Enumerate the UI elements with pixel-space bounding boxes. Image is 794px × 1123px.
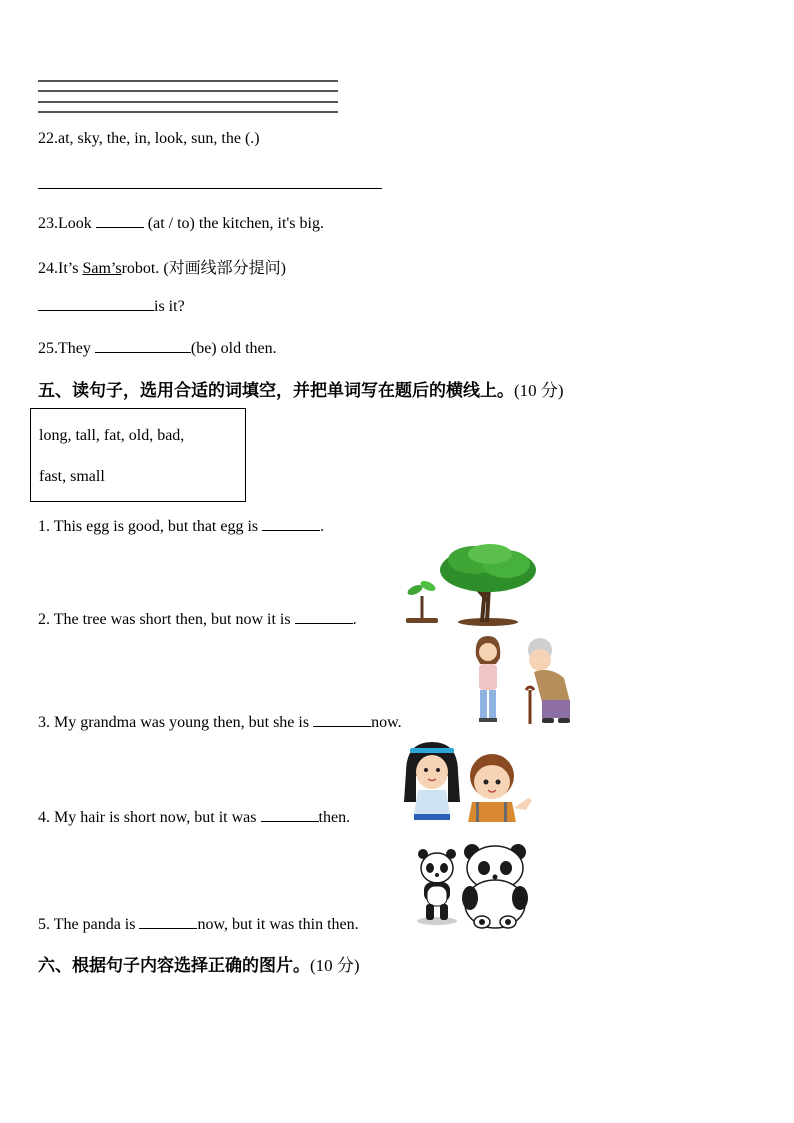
fill-blank[interactable]	[38, 296, 154, 311]
q22-answer-line[interactable]	[38, 188, 382, 189]
young-woman-illustration	[468, 634, 508, 724]
item-text: 4. My hair is short now, but it was	[38, 809, 257, 826]
section-title: 六、根据句子内容选择正确的图片。	[38, 956, 310, 976]
answer-line-4	[38, 111, 338, 113]
question-text: (at / to) the kitchen, it's big.	[147, 215, 324, 232]
question-23	[38, 213, 324, 233]
item-text: .	[352, 611, 357, 628]
section-6-heading	[38, 951, 360, 976]
fat-panda-illustration	[460, 842, 530, 930]
question-text: Look	[58, 215, 92, 232]
item-2	[38, 609, 357, 629]
grandma-illustration	[512, 636, 578, 726]
question-text: It’s	[58, 260, 79, 277]
question-number: 22.	[38, 130, 58, 147]
question-text: at, sky, the, in, look, sun, the (.)	[58, 130, 260, 147]
fill-blank[interactable]	[95, 338, 191, 353]
question-25	[38, 338, 277, 358]
answer-line-2	[38, 90, 338, 92]
item-5	[38, 914, 359, 934]
section-5-heading	[38, 376, 564, 401]
question-24	[38, 255, 286, 278]
fill-blank[interactable]	[261, 807, 319, 822]
answer-line-1	[38, 80, 338, 82]
item-text: now.	[371, 714, 402, 731]
question-22	[38, 130, 260, 148]
section-score: (10 分)	[514, 381, 564, 400]
item-text: 5. The panda is	[38, 916, 136, 933]
item-text: .	[320, 518, 325, 535]
item-text: then.	[318, 809, 351, 826]
underlined-word: Sam’s	[82, 260, 122, 277]
question-number: 24.	[38, 260, 58, 277]
fill-blank[interactable]	[262, 516, 320, 531]
question-text: They	[58, 340, 91, 357]
question-text: (be) old then.	[190, 340, 277, 357]
item-text: 1. This egg is good, but that egg is	[38, 518, 259, 535]
fill-blank[interactable]	[96, 213, 144, 228]
question-number: 23.	[38, 215, 58, 232]
item-4	[38, 807, 350, 827]
item-1	[38, 516, 324, 536]
short-hair-kid-illustration	[466, 750, 540, 824]
item-text: 3. My grandma was young then, but she is	[38, 714, 310, 731]
question-24-answer	[38, 296, 185, 316]
item-text: now, but it was thin then.	[197, 916, 359, 933]
word-bank-line-2: fast, small	[39, 468, 105, 485]
thin-panda-illustration	[414, 848, 460, 926]
section-title: 五、读句子，选用合适的词填空，并把单词写在题后的横线上。	[38, 381, 514, 401]
fill-blank[interactable]	[139, 914, 197, 929]
question-text: robot. (对画线部分提问)	[121, 260, 287, 277]
section-score: (10 分)	[310, 956, 360, 975]
fill-blank[interactable]	[295, 609, 353, 624]
question-number: 25.	[38, 340, 58, 357]
question-text: is it?	[154, 298, 185, 315]
word-bank-line-1: long, tall, fat, old, bad,	[39, 427, 185, 444]
item-3	[38, 712, 402, 732]
answer-line-3	[38, 101, 338, 103]
sapling-illustration	[402, 574, 440, 626]
big-tree-illustration	[438, 542, 540, 626]
word-bank	[30, 408, 246, 502]
long-hair-girl-illustration	[402, 742, 462, 822]
fill-blank[interactable]	[313, 712, 371, 727]
item-text: 2. The tree was short then, but now it is	[38, 611, 291, 628]
